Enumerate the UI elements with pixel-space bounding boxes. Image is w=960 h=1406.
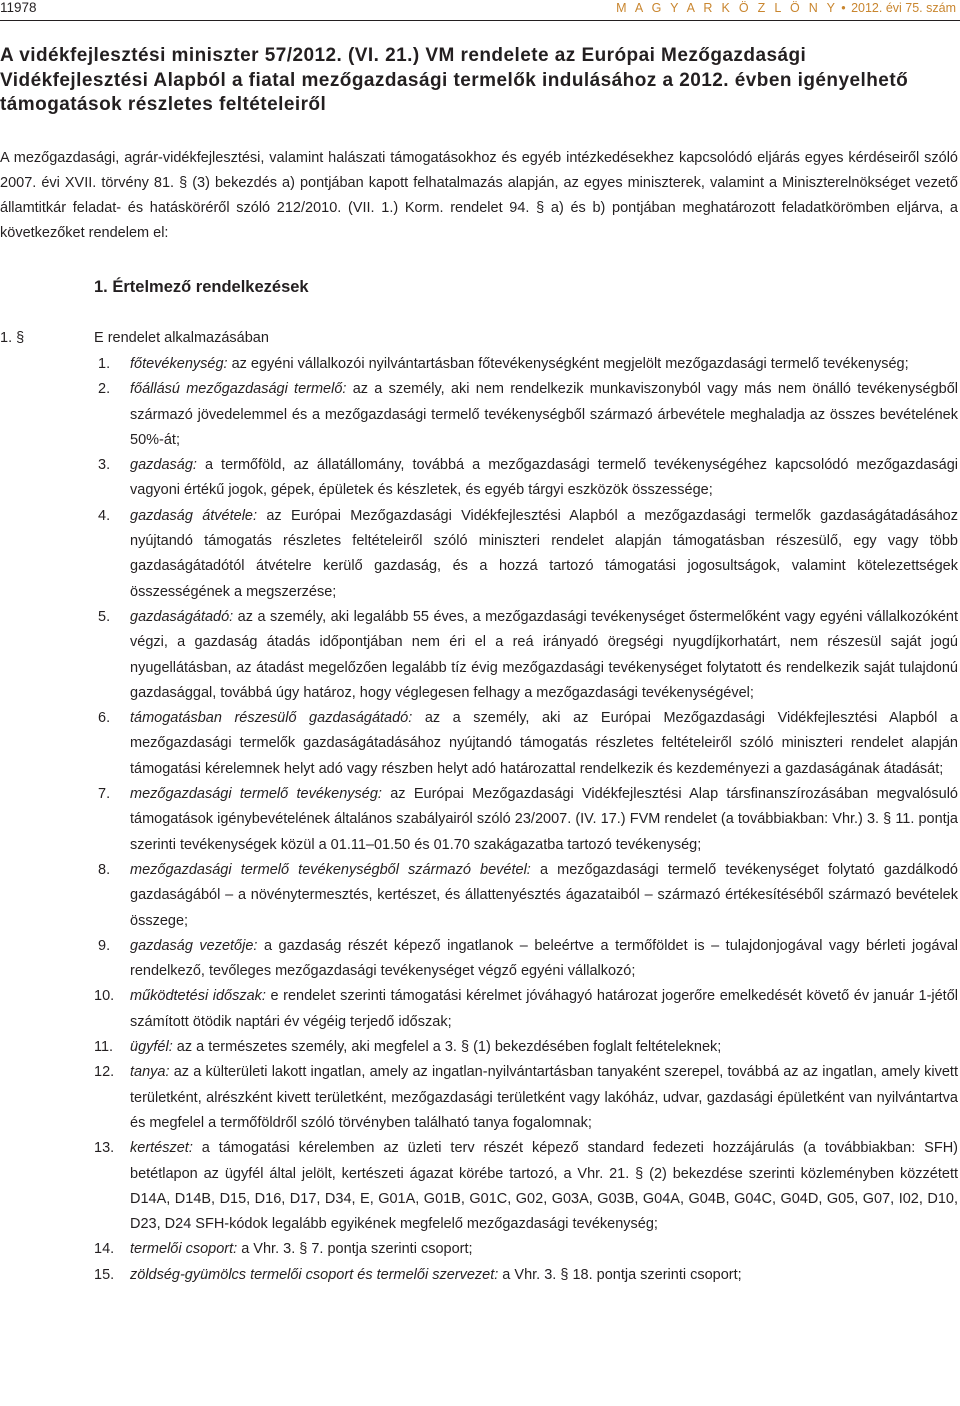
definition-item: [0, 1263, 958, 1288]
definition-term: gazdaság vezetője:: [130, 937, 258, 954]
running-header: [0, 0, 960, 22]
definition-item: [0, 377, 958, 453]
definition-item: [0, 1237, 958, 1262]
definition-item: [0, 1060, 958, 1136]
definition-text: a Vhr. 3. § 18. pontja szerinti csoport;: [498, 1266, 742, 1283]
journal-issue: [616, 0, 956, 16]
definition-item: [0, 934, 958, 985]
definition-item: [0, 1136, 958, 1237]
definition-number: 3.: [98, 457, 111, 474]
definition-text: e rendelet szerinti támogatási kérelmet jóváhagyó határozat jogerőre emelkedését követő év január 1-jétől számított ötödik naptári év végéig terjedő időszak;: [130, 988, 958, 1030]
issue-label: 2012. évi 75. szám: [851, 1, 956, 15]
definition-item: [0, 706, 958, 782]
definition-term: mezőgazdasági termelő tevékenységből származó bevétel:: [130, 861, 531, 878]
definition-number: 12.: [94, 1064, 115, 1081]
preamble: A mezőgazdasági, agrár-vidékfejlesztési, valamint halászati támogatásokhoz és egyéb intézkedésekhez kapcsolódó eljárás egyes kérdéseiről szóló 2007. évi XVII. törvény 81. § (3) bekezdés a) pontjában kapott felhatalmazás alapján, az egyes miniszterek, valamint a Miniszterelnökséget vezető államtitkár feladat- és hatásköréről szóló 212/2010. (VII. 1.) Korm. rendelet 94. § a) és b) pontjában meghatározott feladatkörömben eljárva, a következőket rendelem el:: [0, 150, 958, 241]
definition-term: ügyfél:: [130, 1039, 173, 1056]
chapter-heading: 1. Értelmező rendelkezések: [94, 278, 309, 296]
definition-number: 9.: [98, 937, 111, 954]
definition-number: 6.: [98, 710, 111, 727]
definition-number: 13.: [94, 1140, 115, 1157]
definition-text: az a külterületi lakott ingatlan, amely az ingatlan-nyilvántartásban tanyaként szerepel, továbbá az az ingatlan, amely kivett területként, alrészként kivett területként, mezőgazdasági területként vagy lakóház, udvar, gazdasági épületként van nyilvántartva és megfelel a termőföldről szóló törvényben található tanya fogalomnak;: [130, 1064, 958, 1131]
definition-term: főállású mezőgazdasági termelő:: [130, 381, 347, 398]
paragraph-number: 1. §: [0, 330, 25, 346]
definition-number: 5.: [98, 608, 111, 625]
definition-term: zöldség-gyümölcs termelői csoport és termelői szervezet:: [130, 1266, 499, 1283]
definition-number: 7.: [98, 786, 111, 803]
definition-item: [0, 782, 958, 858]
definition-number: 1.: [98, 356, 111, 372]
definition-term: gazdaság:: [130, 457, 197, 474]
definition-number: 4.: [98, 507, 111, 524]
definition-item: [0, 858, 958, 934]
definition-item: [0, 984, 958, 1035]
definition-number: 11.: [94, 1039, 114, 1056]
page-number: 11978: [0, 0, 37, 15]
regulation-title: A vidékfejlesztési miniszter 57/2012. (VI. 21.) VM rendelete az Európai Mezőgazdasági Vidékfejlesztési Alapból a fiatal mezőgazdasági termelők indulásához a 2012. évben igényelhető támogatások részletes feltételeiről: [0, 45, 909, 115]
definition-text: a támogatási kérelemben az üzleti terv részét képező standard fedezeti hozzájárulás (a továbbiakban: SFH) betétlapon az ügyfél által jelölt, kertészeti ágazat körébe tartozó, a Vhr. 21. § (2) bekezdése szerinti közleményben közzétett D14A, D14B, D15, D16, D17, D34, E, G01A, G01B, G01C, G02, G03A, G03B, G04A, G04B, G04C, G04D, G05, G07, I02, D10, D23, D24 SFH-kódok legalább egyikének megfelelő mezőgazdasági tevékenység;: [130, 1140, 958, 1233]
definition-number: 2.: [98, 381, 111, 398]
definition-term: gazdaságátadó:: [130, 608, 234, 625]
definition-text: az a személy, aki legalább 55 éves, a mezőgazdasági tevékenységet őstermelőként vagy egyéni vállalkozóként végzi, a gazdaság átadás időpontjában nem éri el a reá irányadó öregségi nyugdíjkorhatárt, nem részesül saját jogú nyugellátásban, az átadást megelőzően legalább tíz évig mezőgazdasági tevékenységet folytatott és rendelkezik saját tulajdonú gazdasággal, továbbá úgy határoz, hogy véglegesen felhagy a mezőgazdasági tevékenységével;: [130, 608, 958, 701]
definition-number: 8.: [98, 861, 111, 878]
definition-term: mezőgazdasági termelő tevékenység:: [130, 786, 382, 803]
definition-text: a mezőgazdasági termelő tevékenységet folytató gazdálkodó gazdaságából – a növénytermesztés, kertészet, és állattenyésztés ágazataiból – származó értékesítéséből származó bevételek összege;: [130, 861, 958, 929]
definition-text: a Vhr. 3. § 7. pontja szerinti csoport;: [237, 1241, 473, 1258]
definition-item: [0, 605, 958, 706]
definition-text: az a személy, aki nem rendelkezik munkaviszonyból vagy más nem önálló tevékenységből származó jövedelemmel és a mezőgazdasági termelő tevékenységből származó árbevétele meghaladja az összes bevételének 50%-át;: [130, 381, 958, 448]
definition-text: az Európai Mezőgazdasági Vidékfejlesztési Alap társfinanszírozásában megvalósuló támogatások igénybevételének általános szabályairól szóló 23/2007. (IV. 17.) FVM rendelet (a továbbiakban: Vhr.) 3. § 11. pontja szerinti tevékenységek közül a 01.11–01.50 és 01.70 szakágazatba tartozó tevékenység;: [130, 786, 958, 853]
definition-term: tanya:: [130, 1064, 170, 1081]
definition-item: [0, 352, 958, 377]
definition-term: termelői csoport:: [130, 1241, 238, 1258]
definition-text: a termőföld, az állatállomány, továbbá a mezőgazdasági termelő tevékenységéhez kapcsolódó mezőgazdasági vagyoni értékű jogok, gépek, épületek és készletek, és egyéb tárgyi eszközök összessége;: [130, 457, 958, 499]
definition-text: az Európai Mezőgazdasági Vidékfejlesztési Alapból a mezőgazdasági termelők gazdaságátadásához nyújtandó támogatás részletes feltételeiről szóló miniszteri rendelet alapján támogatásban részesülő, egy vagy több gazdaságátadótól átvételre kerülő gazdaság, és a hozzá tartozó támogatási jogosultságok, valamint kötelezettségek összességének a megszerzése;: [130, 507, 958, 600]
definition-text: az a személy, aki az Európai Mezőgazdasági Vidékfejlesztési Alapból a mezőgazdasági termelők gazdaságátadásához nyújtandó támogatás részletes feltételeiről szóló miniszteri rendelet alapján támogatási kérelemnek helyt adó vagy részben helyt adó határozattal rendelkezik és kezdeményezi a gazdaságának átadását;: [130, 710, 958, 777]
definition-number: 10.: [94, 988, 115, 1005]
header-rule: [0, 20, 960, 21]
definition-text: a gazdaság részét képező ingatlanok – beleértve a termőföldet is – tulajdonjogával vagy bérleti jogával rendelkező, tevőleges mezőgazdasági tevékenységet végző egyéni vállalkozó;: [130, 937, 959, 980]
journal-name: M A G Y A R K Ö Z L Ö N Y: [616, 1, 838, 15]
paragraph-title: E rendelet alkalmazásában: [94, 330, 269, 346]
definition-item: [0, 504, 958, 605]
definition-term: támogatásban részesülő gazdaságátadó:: [130, 710, 413, 727]
separator-dot: •: [837, 1, 850, 15]
definition-number: 15.: [94, 1266, 115, 1283]
definition-term: működtetési időszak:: [130, 988, 266, 1005]
definition-text: az egyéni vállalkozói nyilvántartásban főtevékenységként megjelölt mezőgazdasági termelő tevékenység;: [227, 356, 909, 372]
definition-list: [0, 352, 958, 1288]
definition-text: az a természetes személy, aki megfelel a 3. § (1) bekezdésében foglalt feltételeknek;: [172, 1039, 722, 1056]
definition-term: főtevékenység:: [130, 356, 228, 372]
definition-number: 14.: [94, 1241, 115, 1258]
definition-term: kertészet:: [130, 1140, 193, 1157]
definition-term: gazdaság átvétele:: [130, 507, 258, 524]
definition-item: [0, 453, 958, 504]
definition-item: [0, 1035, 958, 1060]
